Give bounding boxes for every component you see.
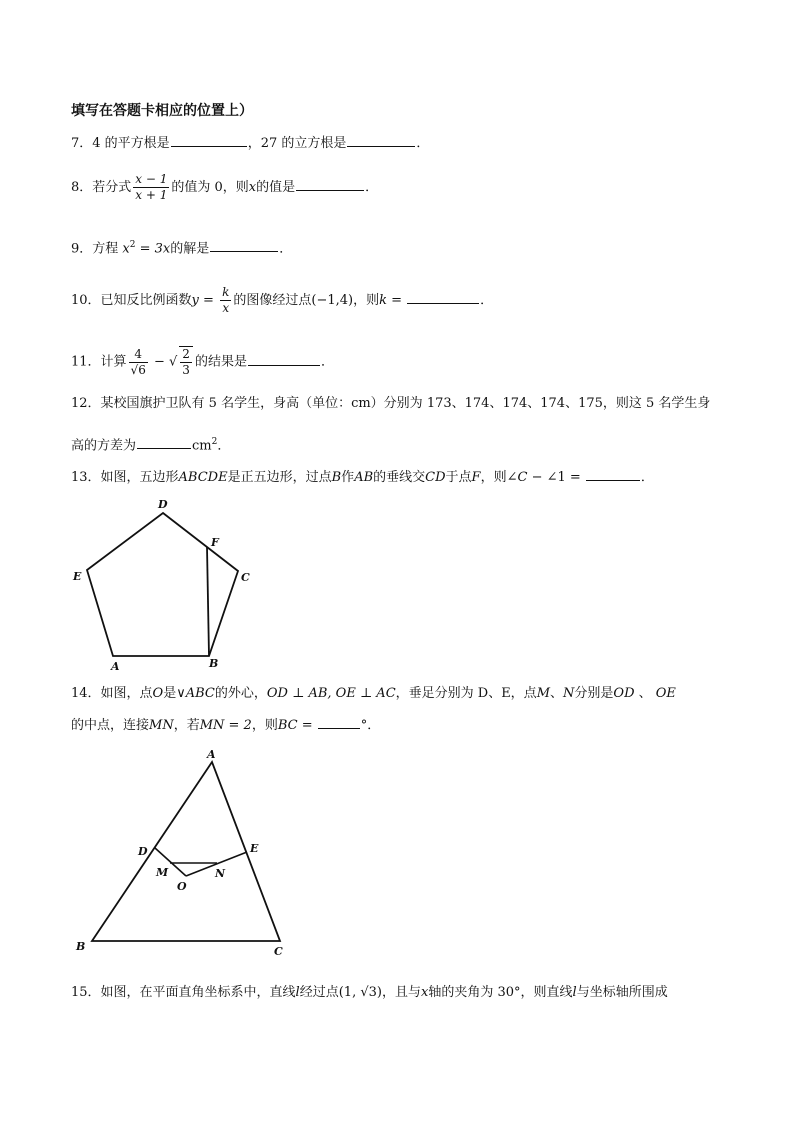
q9-text-b: 的解是: [170, 241, 210, 257]
answer-blank[interactable]: [248, 353, 320, 366]
fraction-1: [129, 347, 148, 378]
unit: cm: [192, 438, 212, 454]
point-b: B: [331, 470, 342, 485]
line-l: l: [295, 985, 300, 1000]
point: (1, √3): [338, 985, 382, 1000]
perpendicular-line: [207, 547, 209, 656]
q13-text-g: − ∠1 =: [527, 470, 585, 485]
question-11: [71, 346, 334, 378]
answer-blank[interactable]: [407, 291, 479, 304]
segment-ab: AB: [354, 470, 374, 485]
segment-cd: CD: [425, 470, 446, 485]
label-e: E: [250, 842, 259, 855]
variable: x: [248, 180, 257, 195]
q12-text: 高的方差为: [71, 438, 137, 454]
bc-expression: BC =: [277, 718, 317, 733]
q15-text-a: 15．如图，在平面直角坐标系中，直线: [71, 985, 296, 1000]
question-10: [71, 285, 493, 316]
label-n: N: [215, 867, 226, 880]
q14-text-b: 是∨: [163, 686, 186, 701]
point-m: M: [536, 686, 550, 701]
q13-text-c: 作: [341, 470, 355, 485]
fraction: [133, 172, 169, 203]
perpendicular-conditions: OD ⊥ AB, OE ⊥ AC: [266, 686, 396, 701]
angle-c: C: [517, 470, 528, 485]
answer-blank[interactable]: [296, 178, 364, 191]
question-8: [71, 172, 378, 203]
q14-text-e: 分别是: [574, 686, 614, 701]
numerator: 4: [129, 347, 148, 363]
point-o: O: [152, 686, 164, 701]
question-12-line-1: 12．某校国旗护卫队有 5 名学生，身高（单位：cm）分别为 173、174、174、174、175，则这 5 名学生身: [71, 396, 711, 411]
q12-end: ．: [217, 438, 231, 454]
q15-text-c: ，且与: [381, 985, 421, 1000]
label-m: M: [156, 866, 169, 879]
triangle-figure: [70, 745, 300, 965]
q11-text-b: 的结果是: [194, 354, 247, 370]
answer-blank[interactable]: [347, 134, 415, 147]
denominator: 3: [182, 363, 190, 377]
variable: x: [122, 241, 130, 257]
pentagon-name: ABCDE: [178, 470, 228, 485]
label-d: D: [138, 845, 148, 858]
q13-text-b: 是正五边形，过点: [227, 470, 332, 485]
label-b: B: [76, 940, 86, 953]
question-12-line-2: [71, 432, 230, 456]
q13-text-e: 于点: [445, 470, 472, 485]
q15-text-b: 经过点: [299, 985, 339, 1000]
answer-blank[interactable]: [137, 436, 191, 449]
label-c: C: [241, 571, 250, 584]
q7-text-a: 7．4 的平方根是: [71, 136, 170, 151]
fraction: [220, 285, 231, 316]
q7-text-b: ，27 的立方根是: [247, 136, 347, 151]
question-15: [71, 983, 668, 1003]
question-7: [71, 134, 429, 154]
q11-text-c: ．: [320, 354, 334, 370]
exponent: 2: [211, 437, 218, 447]
q7-text-c: ．: [416, 136, 430, 151]
point-n: N: [563, 686, 575, 701]
q10-text-c: ，则: [353, 293, 380, 308]
segment-od: OD: [613, 686, 635, 701]
separator: 、: [550, 686, 564, 701]
numerator: k: [222, 285, 230, 299]
label-b: B: [209, 657, 219, 670]
question-14-line-1: [71, 684, 676, 704]
q11-text-a: 11．计算: [71, 354, 127, 370]
question-9: [71, 235, 292, 259]
fraction-2: [179, 346, 193, 378]
mn-value: MN = 2: [199, 718, 252, 733]
variable-k: k: [379, 293, 387, 308]
label-c: C: [274, 945, 283, 958]
label-o: O: [177, 880, 187, 893]
separator: 、: [634, 686, 656, 701]
variable-y: y: [191, 293, 199, 308]
answer-blank[interactable]: [586, 468, 640, 481]
q9-text-c: ．: [279, 241, 293, 257]
q13-text-d: 的垂线交: [373, 470, 426, 485]
q15-text-e: 与坐标轴所围成: [576, 985, 668, 1000]
q15-text-d: 轴的夹角为 30°，则直线: [428, 985, 573, 1000]
q14-text-g: ，若: [173, 718, 200, 733]
answer-blank[interactable]: [210, 239, 278, 252]
section-header: 填写在答题卡相应的位置上）: [71, 103, 253, 119]
label-a: A: [207, 748, 216, 761]
q8-text-a: 8．若分式: [71, 180, 132, 195]
answer-blank[interactable]: [171, 134, 247, 147]
q14-text-f: 的中点，连接: [71, 718, 150, 733]
q9-text-a: 9．方程: [71, 241, 119, 257]
exponent: 2: [129, 240, 136, 250]
point-f: F: [471, 470, 481, 485]
triangle-name: ABC: [185, 686, 215, 701]
denominator: x + 1: [135, 188, 168, 202]
numerator: x − 1: [135, 172, 168, 186]
denominator: √6: [130, 362, 146, 377]
q10-text-a: 10．已知反比例函数: [71, 293, 192, 308]
label-d: D: [158, 498, 168, 511]
segment-oe: OE: [655, 686, 676, 701]
q8-text-b: 的值为 0，则: [171, 180, 249, 195]
equation-rhs: = 3x: [135, 241, 171, 257]
answer-blank[interactable]: [318, 716, 360, 729]
q10-text-d: ．: [480, 293, 494, 308]
equals: =: [387, 293, 407, 308]
q13-text-f: ，则∠: [480, 470, 518, 485]
numerator: 2: [182, 347, 190, 361]
pentagon-shape: [87, 513, 238, 656]
q13-text-h: ．: [640, 470, 654, 485]
q8-text-c: 的值是: [256, 180, 296, 195]
q14-text-d: ，垂足分别为 D、E，点: [395, 686, 537, 701]
equals: =: [198, 293, 219, 308]
minus: −: [149, 354, 169, 370]
label-f: F: [211, 536, 219, 549]
segment-mn: MN: [149, 718, 174, 733]
line-l: l: [572, 985, 577, 1000]
q8-text-d: ．: [365, 180, 379, 195]
pentagon-figure: [60, 495, 260, 675]
x-axis: x: [420, 985, 429, 1000]
q14-text-i: °．: [360, 718, 381, 733]
label-e: E: [73, 570, 82, 583]
label-a: A: [111, 660, 120, 673]
point: (−1,4): [311, 293, 354, 308]
q14-text-c: 的外心，: [214, 686, 267, 701]
question-14-line-2: [71, 716, 380, 736]
radical: √: [169, 354, 178, 370]
denominator: x: [222, 301, 230, 315]
q14-text-h: ，则: [251, 718, 278, 733]
q10-text-b: 的图像经过点: [233, 293, 312, 308]
q14-text-a: 14．如图，点: [71, 686, 153, 701]
question-13: [71, 468, 654, 488]
q13-text-a: 13．如图，五边形: [71, 470, 179, 485]
